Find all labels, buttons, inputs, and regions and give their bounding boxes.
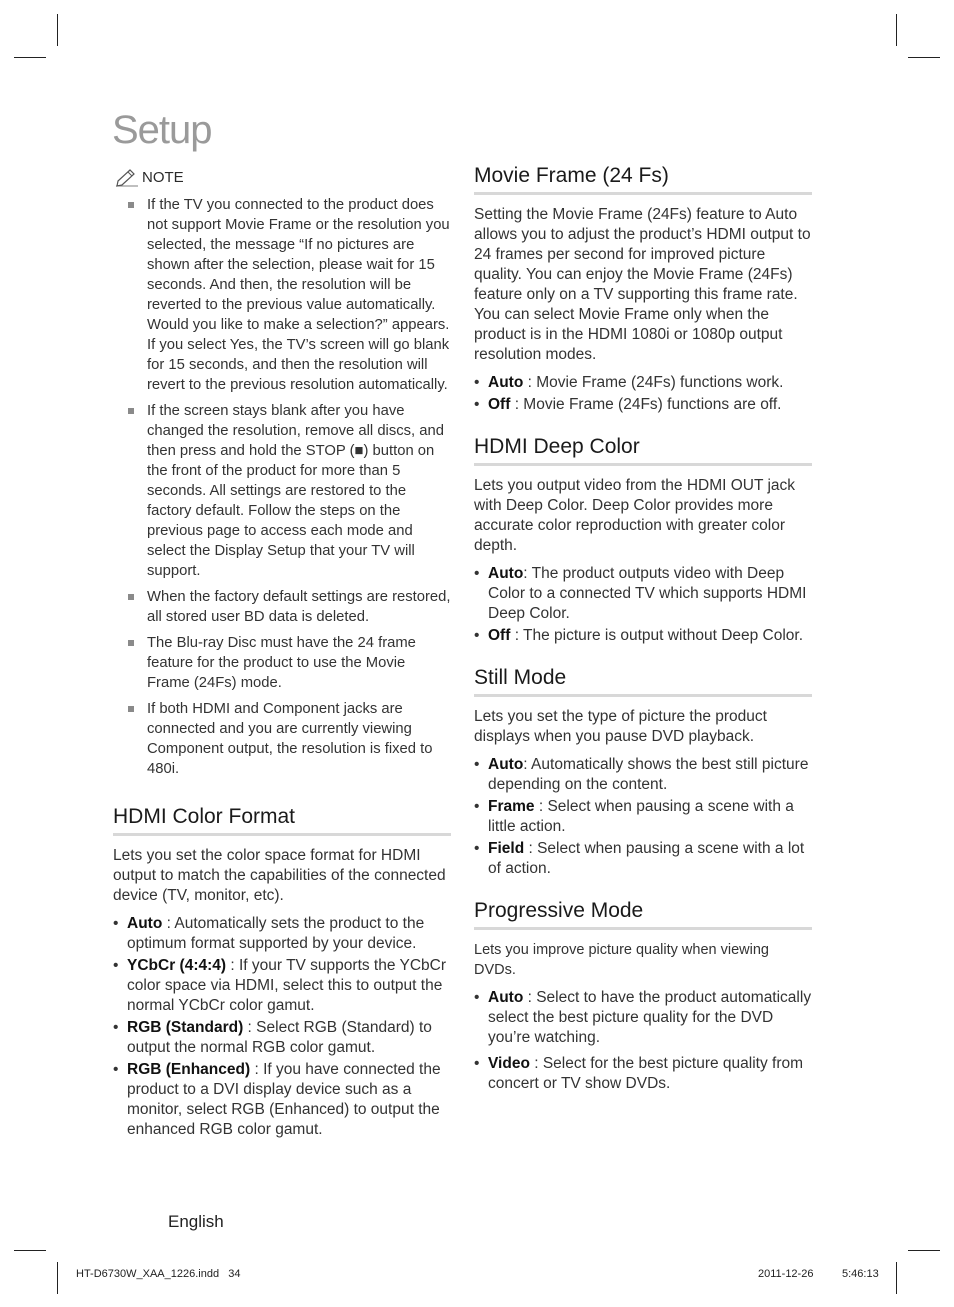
bullet-term: Video [488, 1055, 530, 1072]
footer-time: 5:46:13 [842, 1268, 879, 1280]
crop-mark [908, 57, 940, 58]
bullet-item: • RGB (Standard) : Select RGB (Standard) to output the normal RGB color gamut. [113, 1019, 432, 1056]
bullet-text: : Automatically shows the best still picture depending on the content. [488, 756, 809, 793]
page-title: Setup [112, 108, 212, 152]
section-body: Lets you set the type of picture the product displays when you pause DVD playback. [474, 708, 767, 745]
bullet-term: Off [488, 396, 511, 413]
crop-mark [908, 1250, 940, 1251]
bullet-term: Auto [488, 989, 524, 1006]
bullet-term: Auto [488, 756, 524, 773]
note-text: If the TV you connected to the product does not support Movie Frame or the resolution you selected, the message “If no pictures are shown after the selection, please wait for 15 seconds. And then, the resolution will be reverted to the previous value automatically. Would you like to make a selection?” appears. If you select Yes, the TV’s screen will go blank for 15 seconds, and then the resolution will revert to the previous resolution automatically. [147, 197, 450, 393]
bullet-item: • Auto : Movie Frame (24Fs) functions work. [474, 374, 784, 391]
bullet-text: : The picture is output without Deep Color. [510, 627, 804, 644]
bullet-term: Field [488, 840, 525, 857]
note-text: If the screen stays blank after you have changed the resolution, remove all discs, and then press and hold the STOP (■) button on the front of the product for more than 5 seconds. All settings are restored to the factory default. Follow the steps on the previous page to access each mode and select the Display Setup that your TV will support. [147, 403, 444, 579]
left-column [113, 164, 451, 1142]
right-column [474, 164, 812, 1096]
note-text: The Blu-ray Disc must have the 24 frame feature for the product to use the Movie Frame (24Fs) mode. [147, 635, 416, 691]
crop-mark [896, 1262, 897, 1294]
note-item [113, 401, 451, 581]
bullet-text: : The product outputs video with Deep Color to a connected TV which supports HDMI Deep Color. [488, 565, 807, 622]
bullet-item: • Field : Select when pausing a scene with a lot of action. [474, 840, 805, 877]
bullet-text: : Select for the best picture quality from concert or TV show DVDs. [488, 1055, 804, 1092]
note-item [113, 633, 451, 693]
bullet-text: : Select when pausing a scene with a little action. [488, 798, 794, 835]
crop-mark [896, 14, 897, 46]
bullet-term: Frame [488, 798, 535, 815]
footer-language: English [168, 1212, 224, 1231]
bullet-item: • Frame : Select when pausing a scene with a little action. [474, 798, 794, 835]
crop-mark [57, 14, 58, 46]
square-bullet-icon [128, 408, 134, 414]
bullet-text: : Select to have the product automatically select the best picture quality for the DVD you’re watching. [488, 989, 812, 1046]
note-list [113, 195, 451, 779]
section-title-hdmi-deep-color: HDMI Deep Color [474, 435, 812, 466]
square-bullet-icon [128, 594, 134, 600]
bullet-text: : Movie Frame (24Fs) functions are off. [510, 396, 782, 413]
note-item [113, 587, 451, 627]
crop-mark [57, 1262, 58, 1294]
note-text: If both HDMI and Component jacks are connected and you are currently viewing Component output, the resolution is fixed to 480i. [147, 701, 433, 777]
bullet-text: : Automatically sets the product to the optimum format supported by your device. [127, 915, 425, 952]
bullet-term: RGB (Standard) [127, 1019, 244, 1036]
section-title-progressive-mode: Progressive Mode [474, 899, 812, 930]
section-body: Setting the Movie Frame (24Fs) feature to Auto allows you to adjust the product’s HDMI output to 24 frames per second for improved picture quality. You can enjoy the Movie Frame (24Fs) feature only on a TV supporting this frame rate. You can select Movie Frame only when the product is in the HDMI 1080i or 1080p output resolution modes. [474, 206, 811, 363]
bullet-term: Auto [488, 565, 524, 582]
bullet-text: : Select RGB (Standard) to output the normal RGB color gamut. [127, 1019, 432, 1056]
bullet-item: • Auto : Select to have the product automatically select the best picture quality for the DVD you’re watching. [474, 989, 812, 1046]
section-title-still-mode: Still Mode [474, 666, 812, 697]
footer-date: 2011-12-26 [758, 1268, 814, 1280]
section-body: Lets you output video from the HDMI OUT jack with Deep Color. Deep Color provides more accurate color reproduction with greater color depth. [474, 477, 796, 554]
bullet-term: Off [488, 627, 511, 644]
bullet-item: • Off : Movie Frame (24Fs) functions are off. [474, 396, 782, 413]
section-body: Lets you set the color space format for HDMI output to match the capabilities of the connected device (TV, monitor, etc). [113, 847, 446, 904]
footer-file-slug: HT-D6730W_XAA_1226.indd 34 [76, 1268, 241, 1280]
bullet-item: • Auto : Automatically sets the product to the optimum format supported by your device. [113, 915, 425, 952]
bullet-item: • Video : Select for the best picture quality from concert or TV show DVDs. [474, 1055, 804, 1092]
bullet-term: YCbCr (4:4:4) [127, 957, 227, 974]
crop-mark [14, 1250, 46, 1251]
square-bullet-icon [128, 640, 134, 646]
square-bullet-icon [128, 202, 134, 208]
section-title-hdmi-color-format: HDMI Color Format [113, 805, 451, 836]
note-text: When the factory default settings are restored, all stored user BD data is deleted. [147, 589, 451, 625]
bullet-item: • YCbCr (4:4:4) : If your TV supports the YCbCr color space via HDMI, select this to output the normal YCbCr color gamut. [113, 957, 447, 1014]
section-title-movie-frame: Movie Frame (24 Fs) [474, 164, 812, 195]
bullet-item: • Auto: The product outputs video with Deep Color to a connected TV which supports HDMI Deep Color. [474, 565, 807, 622]
section-body: Lets you improve picture quality when viewing DVDs. [474, 942, 769, 978]
bullet-text: : Movie Frame (24Fs) functions work. [523, 374, 784, 391]
bullet-item: • Off : The picture is output without Deep Color. [474, 627, 804, 644]
bullet-item: • RGB (Enhanced) : If you have connected the product to a DVI display device such as a monitor, select RGB (Enhanced) to output the enhanced RGB color gamut. [113, 1061, 441, 1138]
note-label: NOTE [142, 168, 184, 186]
square-bullet-icon [128, 706, 134, 712]
bullet-text: : Select when pausing a scene with a lot of action. [488, 840, 805, 877]
bullet-item: • Auto: Automatically shows the best still picture depending on the content. [474, 756, 809, 793]
bullet-term: Auto [127, 915, 163, 932]
bullet-text: : If you have connected the product to a DVI display device such as a monitor, select RGB (Enhanced) to output the enhanced RGB color gamut. [127, 1061, 441, 1138]
crop-mark [14, 57, 46, 58]
pencil-icon [115, 167, 139, 187]
note-item [113, 699, 451, 779]
bullet-term: RGB (Enhanced) [127, 1061, 251, 1078]
bullet-term: Auto [488, 374, 524, 391]
note-item [113, 195, 451, 395]
note-header [115, 164, 451, 190]
bullet-text: : If your TV supports the YCbCr color space via HDMI, select this to output the normal YCbCr color gamut. [127, 957, 447, 1014]
